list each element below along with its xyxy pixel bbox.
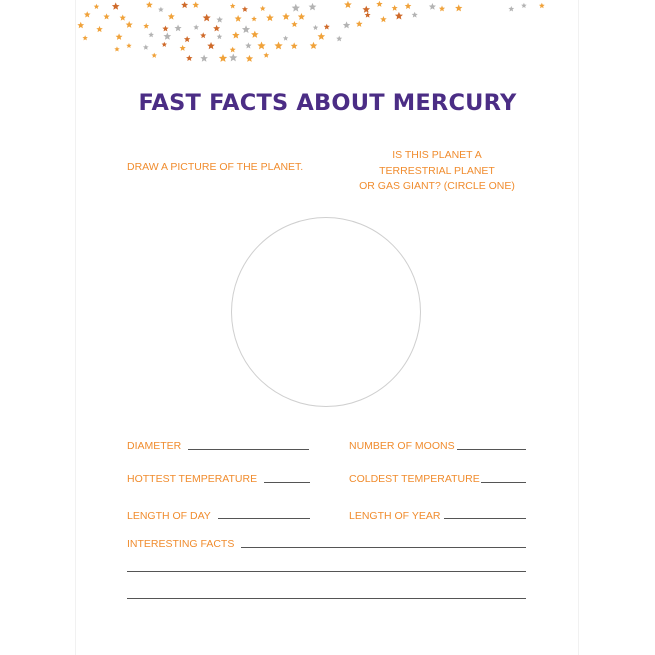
page-title: FAST FACTS ABOUT MERCURY bbox=[138, 90, 517, 116]
length-of-day-answer-line[interactable] bbox=[218, 518, 310, 519]
length-of-day-label: LENGTH OF DAY bbox=[127, 510, 211, 522]
star-icon bbox=[207, 42, 215, 49]
star-icon bbox=[162, 42, 167, 47]
hottest-temperature-answer-line[interactable] bbox=[264, 482, 310, 483]
interesting-facts-answer-line-3[interactable] bbox=[127, 598, 526, 599]
star-icon bbox=[263, 52, 269, 57]
star-icon bbox=[229, 53, 237, 61]
star-icon bbox=[213, 25, 220, 32]
star-icon bbox=[163, 32, 171, 39]
star-icon bbox=[291, 21, 297, 27]
star-icon bbox=[77, 22, 84, 28]
star-icon bbox=[405, 3, 412, 9]
star-icon bbox=[343, 21, 350, 28]
star-icon bbox=[242, 6, 248, 12]
star-icon bbox=[94, 4, 100, 9]
star-icon bbox=[230, 3, 236, 8]
star-icon bbox=[148, 32, 154, 37]
hottest-temperature-label: HOTTEST TEMPERATURE bbox=[127, 473, 258, 485]
star-icon bbox=[376, 1, 382, 7]
star-icon bbox=[126, 21, 133, 28]
star-icon bbox=[235, 15, 242, 22]
star-icon bbox=[143, 44, 149, 49]
star-icon bbox=[521, 3, 527, 8]
star-icon bbox=[174, 24, 181, 31]
star-icon bbox=[103, 13, 109, 19]
star-icon bbox=[257, 42, 265, 50]
star-icon bbox=[180, 45, 186, 51]
star-icon bbox=[181, 1, 188, 8]
planet-question-line-2: TERRESTRIAL PLANET bbox=[379, 164, 495, 177]
star-icon bbox=[317, 33, 325, 40]
star-icon bbox=[246, 55, 253, 62]
star-icon bbox=[242, 25, 250, 33]
star-icon bbox=[186, 55, 192, 61]
star-icon bbox=[216, 16, 223, 22]
planet-question-line-3: OR GAS GIANT? (CIRCLE ONE) bbox=[359, 180, 515, 192]
star-icon bbox=[151, 53, 157, 58]
star-icon bbox=[324, 24, 330, 30]
star-icon bbox=[455, 4, 462, 11]
star-icon bbox=[82, 35, 87, 40]
star-icon bbox=[146, 1, 153, 7]
star-icon bbox=[219, 54, 227, 62]
star-icon bbox=[429, 3, 436, 10]
star-icon bbox=[162, 26, 168, 32]
star-confetti-banner bbox=[0, 0, 655, 70]
planet-question-line-1: IS THIS PLANET A bbox=[392, 149, 482, 161]
coldest-temperature-answer-line[interactable] bbox=[481, 482, 526, 483]
draw-prompt: DRAW A PICTURE OF THE PLANET. bbox=[127, 161, 304, 173]
star-icon bbox=[309, 3, 317, 11]
star-icon bbox=[245, 42, 251, 48]
length-of-year-label: LENGTH OF YEAR bbox=[349, 510, 441, 522]
star-icon bbox=[192, 2, 199, 8]
interesting-facts-label: INTERESTING FACTS bbox=[127, 538, 235, 550]
star-icon bbox=[126, 43, 131, 48]
star-icon bbox=[282, 13, 290, 20]
star-icon bbox=[274, 42, 282, 50]
interesting-facts-answer-line-1[interactable] bbox=[241, 547, 526, 548]
star-icon bbox=[539, 3, 545, 8]
coldest-temperature-label: COLDEST TEMPERATURE bbox=[349, 473, 480, 485]
star-icon bbox=[84, 11, 91, 17]
star-icon bbox=[412, 12, 418, 18]
star-icon bbox=[230, 47, 236, 53]
star-icon bbox=[292, 4, 300, 12]
diameter-label: DIAMETER bbox=[127, 440, 182, 452]
star-icon bbox=[96, 26, 102, 32]
star-icon bbox=[380, 16, 387, 22]
star-icon bbox=[116, 33, 123, 40]
star-icon bbox=[217, 34, 223, 39]
star-icon bbox=[200, 32, 206, 38]
star-icon bbox=[362, 6, 370, 13]
star-icon bbox=[395, 12, 403, 20]
diameter-answer-line[interactable] bbox=[188, 449, 309, 450]
star-icon bbox=[392, 5, 398, 11]
star-icon bbox=[298, 13, 305, 20]
star-icon bbox=[508, 6, 514, 11]
planet-type-question bbox=[355, 148, 519, 195]
number-of-moons-answer-line[interactable] bbox=[457, 449, 526, 450]
star-icon bbox=[114, 46, 119, 51]
star-icon bbox=[344, 1, 352, 8]
star-icon bbox=[200, 55, 208, 62]
star-icon bbox=[365, 12, 371, 18]
star-icon bbox=[203, 14, 211, 22]
interesting-facts-answer-line-2[interactable] bbox=[127, 571, 526, 572]
star-icon bbox=[193, 24, 199, 29]
star-icon bbox=[112, 2, 120, 9]
star-icon bbox=[283, 36, 288, 41]
length-of-year-answer-line[interactable] bbox=[444, 518, 526, 519]
star-icon bbox=[158, 7, 164, 12]
star-icon bbox=[266, 14, 274, 21]
star-icon bbox=[439, 6, 445, 12]
star-icon bbox=[232, 31, 239, 38]
star-icon bbox=[251, 31, 259, 38]
number-of-moons-label: NUMBER OF MOONS bbox=[349, 440, 455, 452]
star-icon bbox=[260, 6, 266, 11]
star-icon bbox=[313, 25, 318, 30]
star-icon bbox=[184, 36, 190, 42]
star-icon bbox=[291, 42, 298, 49]
star-icon bbox=[251, 16, 257, 21]
star-icon bbox=[310, 42, 318, 49]
star-icon bbox=[168, 13, 175, 20]
star-icon bbox=[356, 20, 363, 26]
planet-drawing-area[interactable] bbox=[231, 217, 421, 407]
star-icon bbox=[143, 23, 149, 29]
star-icon bbox=[120, 14, 126, 20]
star-icon bbox=[336, 36, 342, 42]
